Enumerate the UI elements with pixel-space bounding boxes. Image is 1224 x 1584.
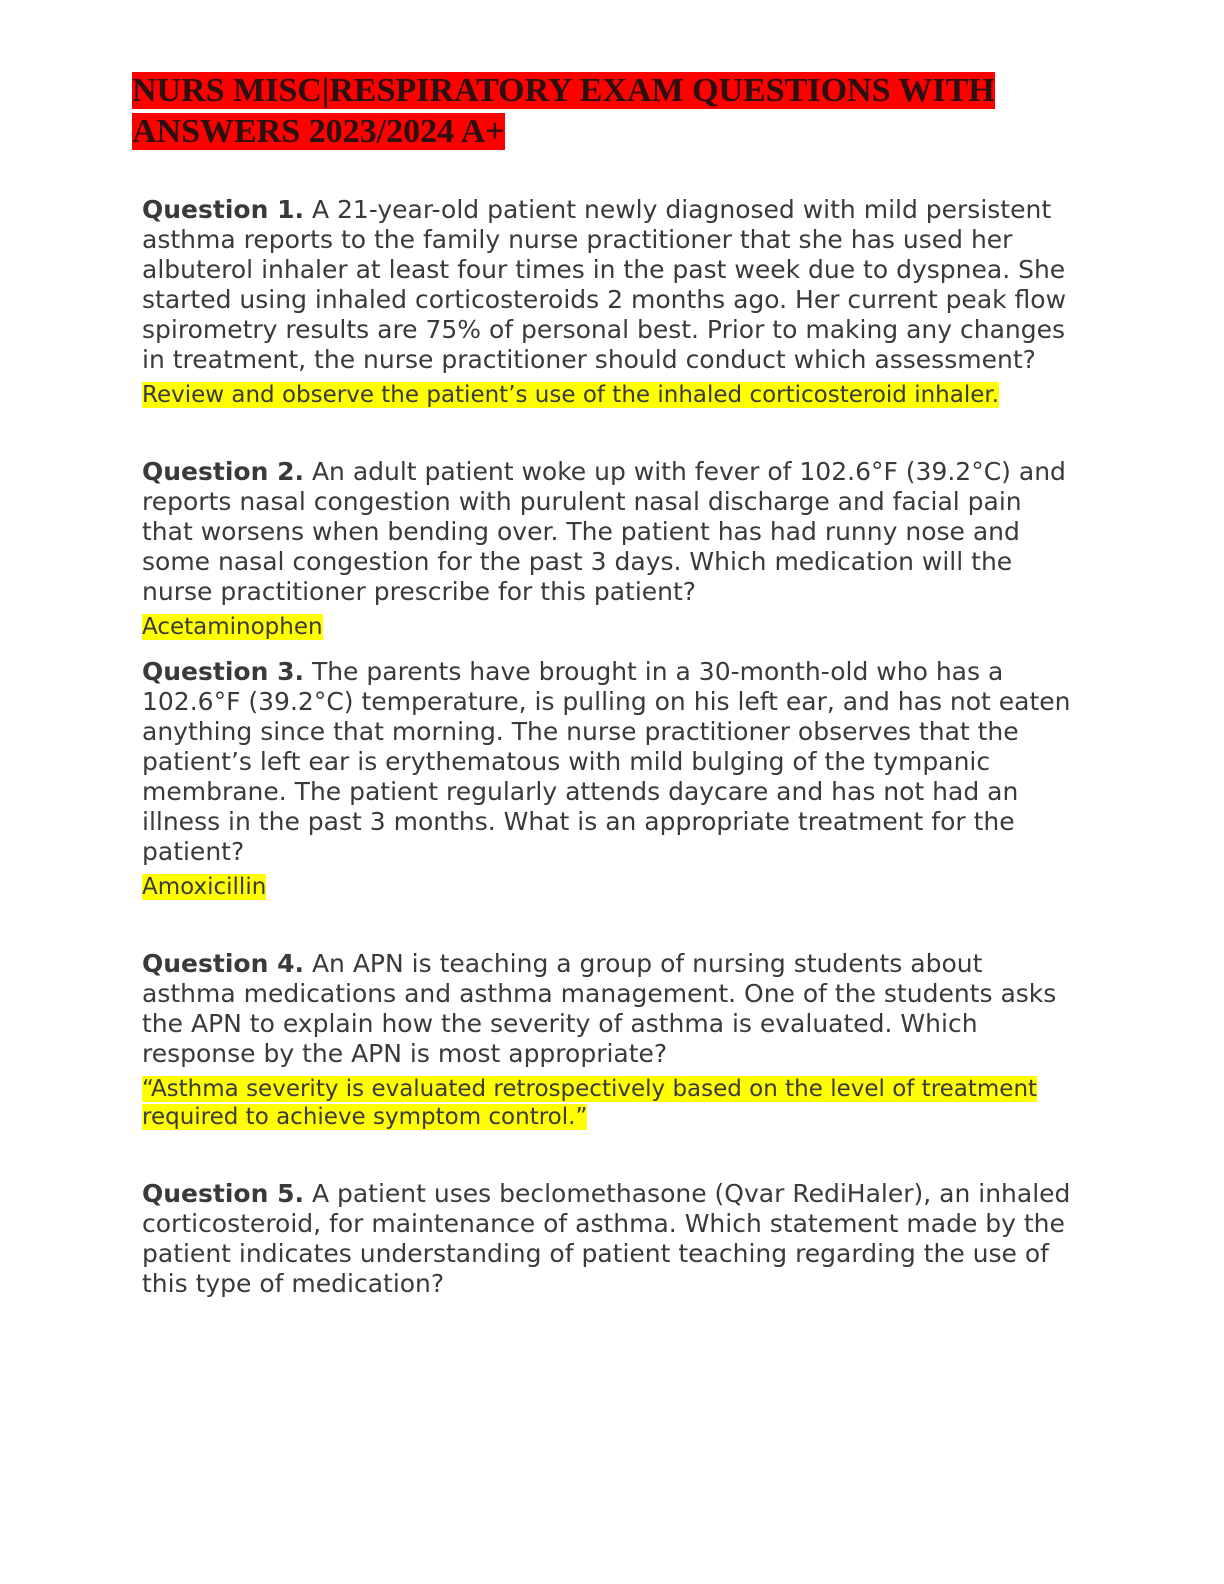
answer-3 [142,873,1072,901]
answer-4 [142,1075,1072,1131]
question-5 [142,1179,1072,1299]
question-5-text: A patient uses beclomethasone (Qvar RediHaler), an inhaled corticosteroid, for maintenance of asthma. Which statement made by the patient indicates understanding of patient teaching regarding the use of this type of medication? [142,1179,1071,1298]
question-3-text: The parents have brought in a 30-month-old who has a 102.6°F (39.2°C) temperature, is pulling on his left ear, and has not eaten anything since that morning. The nurse practitioner observes that the patient’s left ear is erythematous with mild bulging of the tympanic membrane. The patient regularly attends daycare and has not had an illness in the past 3 months. What is an appropriate treatment for the patient? [142,657,1071,866]
question-5-label: Question 5. [142,1179,304,1208]
question-2-text: An adult patient woke up with fever of 102.6°F (39.2°C) and reports nasal congestion with purulent nasal discharge and facial pain that worsens when bending over. The patient has had runny nose and some nasal congestion for the past 3 days. Which medication will the nurse practitioner prescribe for this patient? [142,457,1066,606]
question-4-text: An APN is teaching a group of nursing students about asthma medications and asthma management. One of the students asks the APN to explain how the severity of asthma is evaluated. Which response by the APN is most appropriate? [142,949,1057,1068]
spacer [142,641,1072,657]
question-1 [142,195,1072,375]
spacer [142,901,1072,949]
answer-3-text: Amoxicillin [142,874,267,900]
answer-2-text: Acetaminophen [142,614,323,640]
question-2-label: Question 2. [142,457,304,486]
document-title [132,70,1072,152]
question-list [142,195,1072,1299]
spacer [142,409,1072,457]
question-2 [142,457,1072,607]
answer-2 [142,613,1072,641]
question-1-label: Question 1. [142,195,304,224]
document-title-text: NURS MISC|RESPIRATORY EXAM QUESTIONS WITH ANSWERS 2023/2024 A+ [132,72,995,150]
answer-1 [142,381,1072,409]
question-4 [142,949,1072,1069]
question-1-text: A 21-year-old patient newly diagnosed with mild persistent asthma reports to the family nurse practitioner that she has used her albuterol inhaler at least four times in the past week due to dyspnea. She started using inhaled corticosteroids 2 months ago. Her current peak flow spirometry results are 75% of personal best. Prior to making any changes in treatment, the nurse practitioner should conduct which assessment? [142,195,1067,374]
spacer [142,1131,1072,1179]
question-4-label: Question 4. [142,949,304,978]
answer-4-text: “Asthma severity is evaluated retrospectively based on the level of treatment required to achieve symptom control.” [142,1076,1038,1130]
answer-1-text: Review and observe the patient’s use of the inhaled corticosteroid inhaler. [142,382,1000,408]
question-3-label: Question 3. [142,657,304,686]
question-3 [142,657,1072,867]
